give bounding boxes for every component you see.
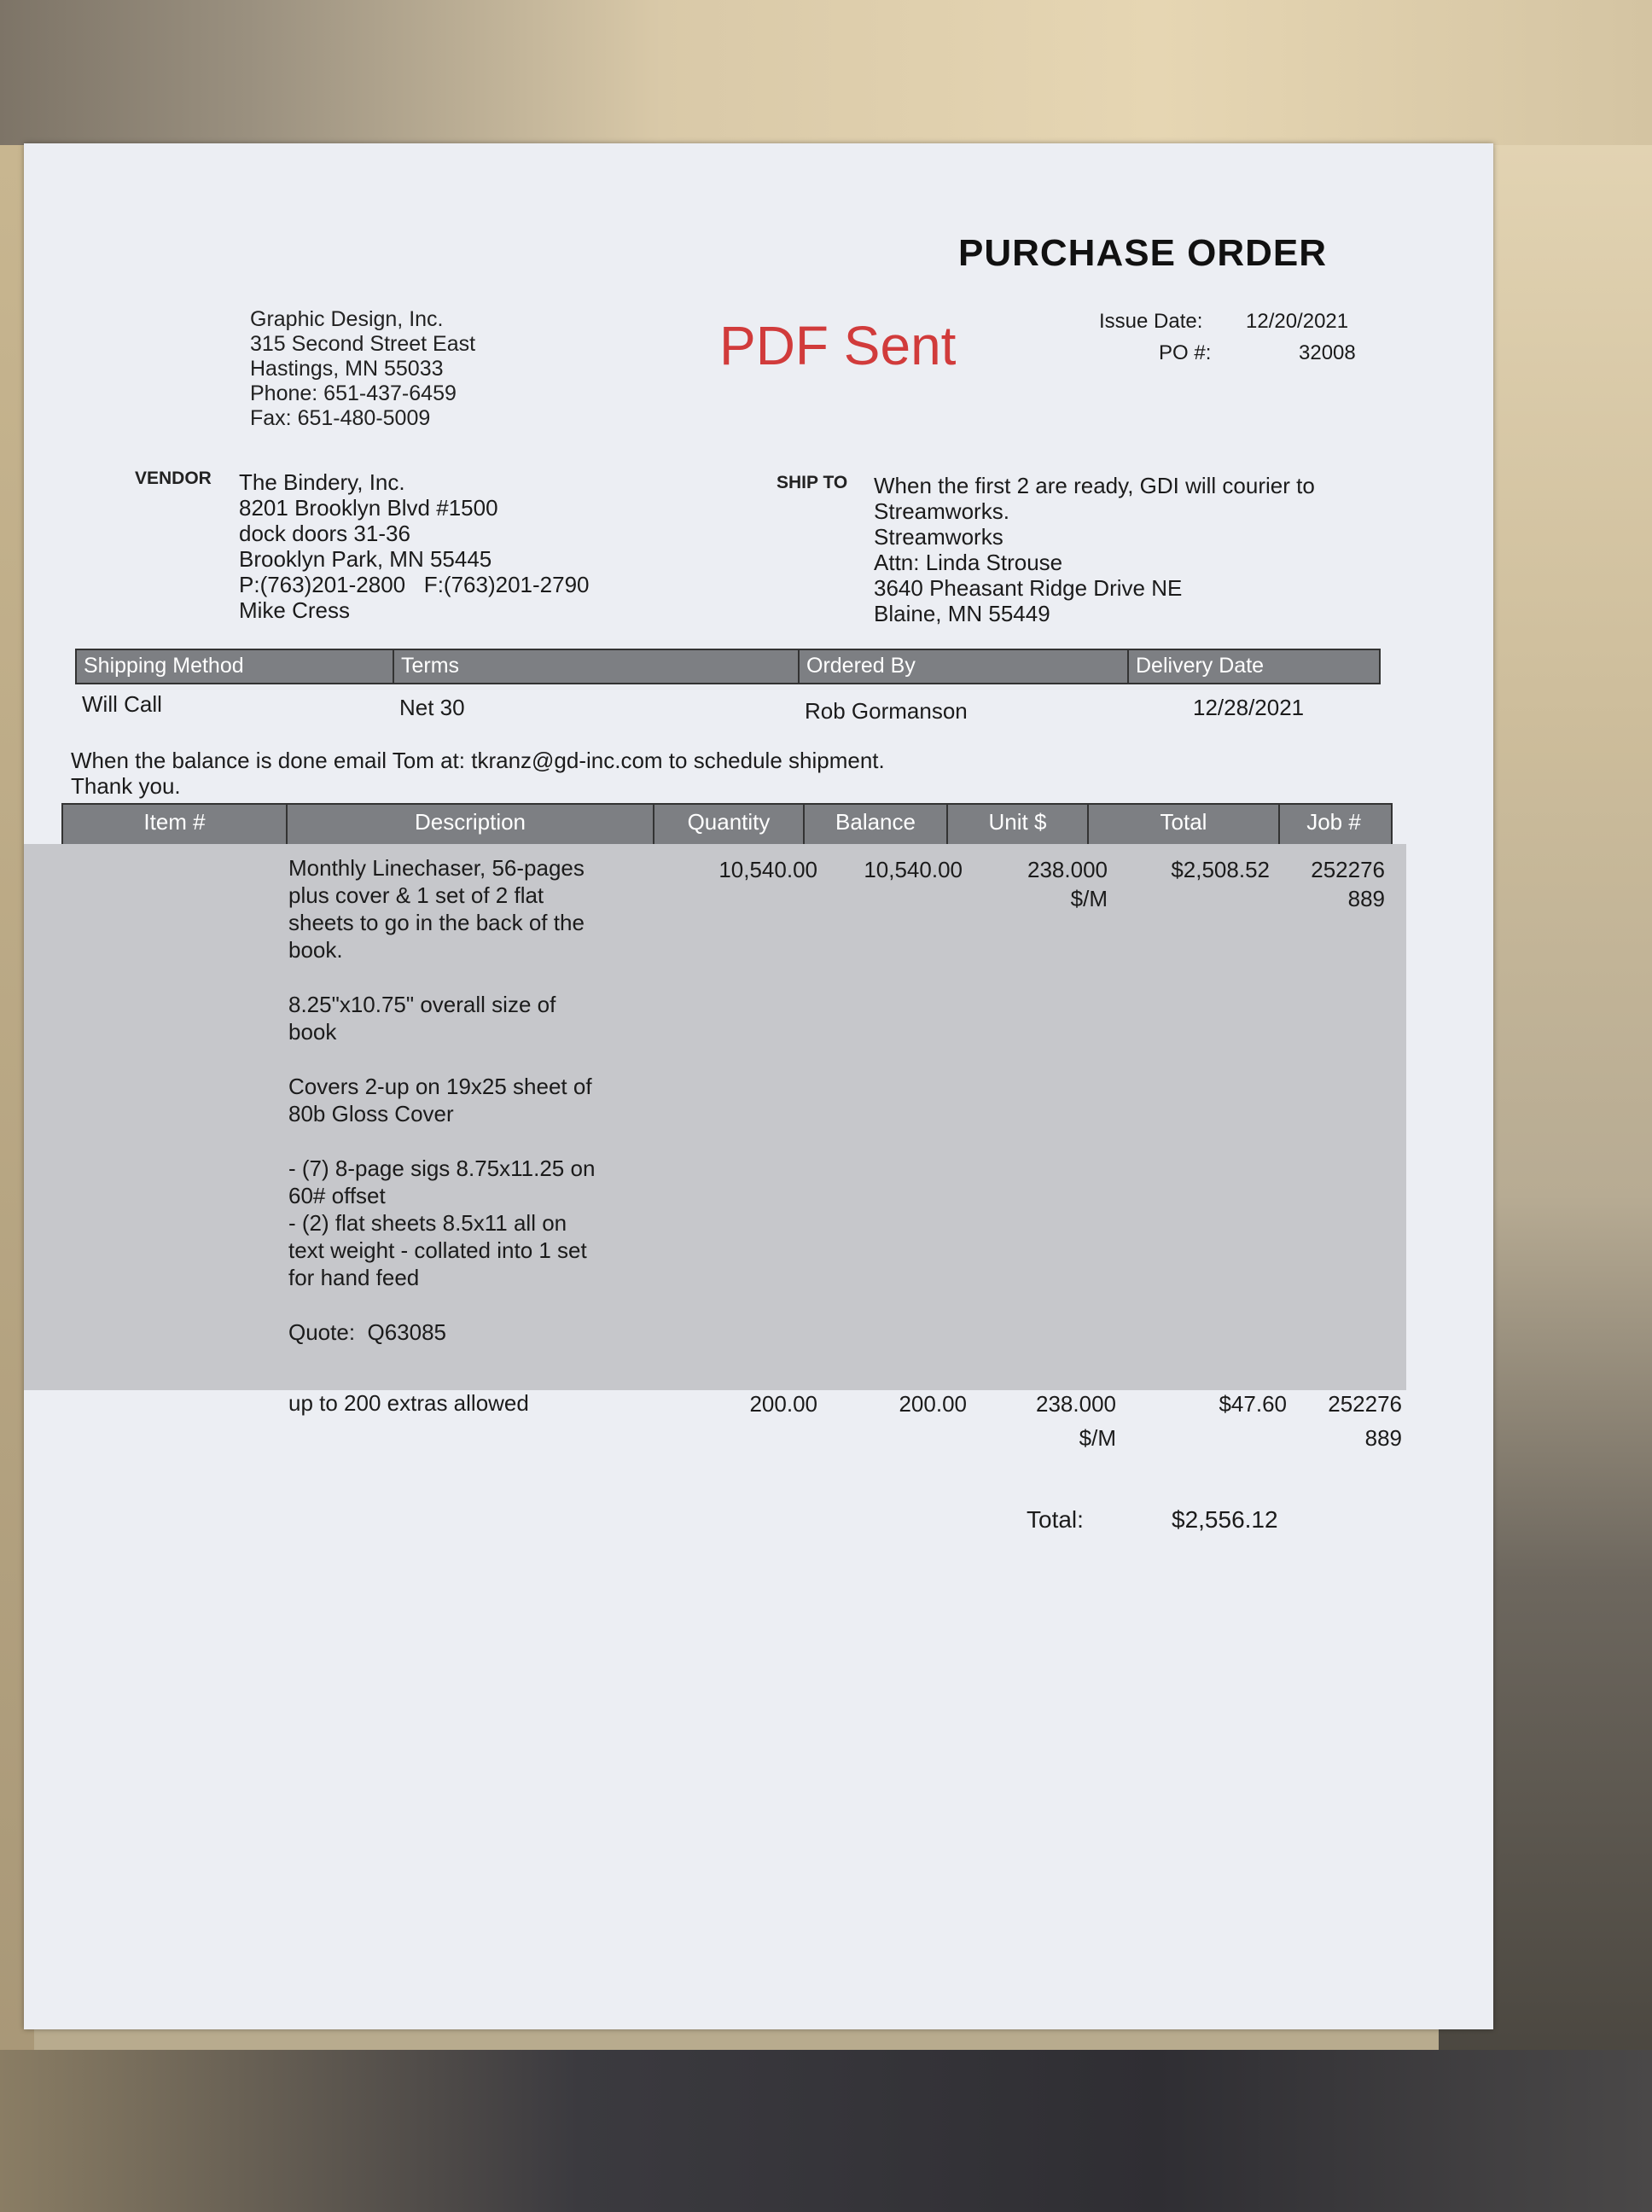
line-item-2-total: $47.60	[1219, 1391, 1287, 1417]
ship-to-block	[874, 473, 1315, 626]
background-wood-top	[0, 0, 1652, 145]
line-item-1-quantity: 10,540.00	[718, 857, 817, 882]
shipping-info-header	[75, 649, 1381, 684]
ship-to-line: Streamworks	[874, 524, 1003, 550]
note-line: Thank you.	[71, 773, 181, 799]
document-title: PURCHASE ORDER	[958, 232, 1328, 274]
grand-total-label: Total:	[1027, 1506, 1084, 1533]
line-item-2-job-suffix: 889	[1364, 1425, 1402, 1451]
po-number-label: PO #:	[1159, 341, 1212, 364]
vendor-phones: P:(763)201-2800 F:(763)201-2790	[239, 572, 590, 597]
line-item-1-job-suffix: 889	[1347, 886, 1385, 911]
header-unit: Unit $	[948, 805, 1089, 844]
grand-total-value: $2,556.12	[1172, 1506, 1278, 1533]
line-item-1-shading	[24, 844, 1406, 1390]
terms-value: Net 30	[399, 695, 465, 720]
shipment-note	[71, 748, 885, 799]
note-line: When the balance is done email Tom at: tkranz@gd-inc.com to schedule shipment.	[71, 748, 885, 773]
company-fax: Fax: 651-480-5009	[250, 406, 431, 430]
ship-to-line: 3640 Pheasant Ridge Drive NE	[874, 575, 1183, 601]
ship-to-line: Attn: Linda Strouse	[874, 550, 1063, 575]
header-ordered-by: Ordered By	[800, 650, 1129, 683]
line-item-2-description: up to 200 extras allowed	[288, 1390, 529, 1416]
line-item-2-job: 252276	[1328, 1391, 1402, 1417]
company-city: Hastings, MN 55033	[250, 357, 444, 381]
header-job: Job #	[1306, 809, 1361, 835]
header-shipping-method: Shipping Method	[77, 650, 394, 683]
header-balance: Balance	[805, 805, 948, 844]
header-terms: Terms	[394, 650, 800, 683]
line-item-2-unit-price: 238.000	[1036, 1391, 1116, 1417]
vendor-city: Brooklyn Park, MN 55445	[239, 546, 492, 572]
header-delivery-date: Delivery Date	[1136, 654, 1265, 678]
shipping-method-value: Will Call	[82, 691, 162, 717]
vendor-name: The Bindery, Inc.	[239, 469, 405, 495]
line-item-1-balance: 10,540.00	[864, 857, 963, 882]
vendor-dock: dock doors 31-36	[239, 521, 410, 546]
ship-to-line: Streamworks.	[874, 498, 1009, 524]
vendor-contact: Mike Cress	[239, 597, 351, 623]
vendor-address-block	[239, 469, 590, 623]
line-item-1-unit: $/M	[1070, 886, 1108, 911]
line-item-2-balance: 200.00	[899, 1391, 967, 1417]
header-item: Item #	[63, 805, 288, 844]
line-item-1-job: 252276	[1311, 857, 1385, 882]
ordered-by-value: Rob Gormanson	[805, 698, 968, 724]
vendor-street: 8201 Brooklyn Blvd #1500	[239, 495, 498, 521]
line-item-1-unit-price: 238.000	[1027, 857, 1108, 882]
background-floor	[0, 2050, 1652, 2212]
issue-date-value: 12/20/2021	[1246, 310, 1349, 333]
po-number-value: 32008	[1299, 341, 1356, 364]
line-item-2-unit: $/M	[1079, 1425, 1116, 1451]
ship-to-line: When the first 2 are ready, GDI will courier to	[874, 473, 1315, 498]
header-quantity: Quantity	[654, 805, 805, 844]
company-phone: Phone: 651-437-6459	[250, 381, 457, 405]
ship-to-line: Blaine, MN 55449	[874, 601, 1050, 626]
header-description: Description	[288, 805, 654, 844]
ship-to-label: SHIP TO	[777, 473, 848, 492]
company-name: Graphic Design, Inc.	[250, 307, 444, 331]
vendor-label: VENDOR	[135, 469, 212, 488]
line-item-1-total: $2,508.52	[1171, 857, 1270, 882]
purchase-order-sheet	[24, 143, 1493, 2029]
line-item-2-quantity: 200.00	[749, 1391, 817, 1417]
pdf-sent-stamp: PDF Sent	[719, 315, 957, 376]
company-address-block	[250, 307, 475, 431]
items-table-header	[61, 803, 1393, 846]
company-street: 315 Second Street East	[250, 332, 476, 356]
line-item-1-description: Monthly Linechaser, 56-pages plus cover & 1 set of 2 flat sheets to go in the back of the book. 8.25"x10.75" overall size of book Covers 2-up on 19x25 sheet of 80b Gloss Cover - (7) 8-page sigs 8.75x11.25 on 60# offset - (2) flat sheets 8.5x11 all on text weight - collated into 1 set for hand feed Quote: Q63085	[288, 855, 596, 1345]
delivery-date-value: 12/28/2021	[1193, 695, 1305, 720]
header-total: Total	[1089, 805, 1280, 844]
issue-date-label: Issue Date:	[1099, 310, 1203, 333]
